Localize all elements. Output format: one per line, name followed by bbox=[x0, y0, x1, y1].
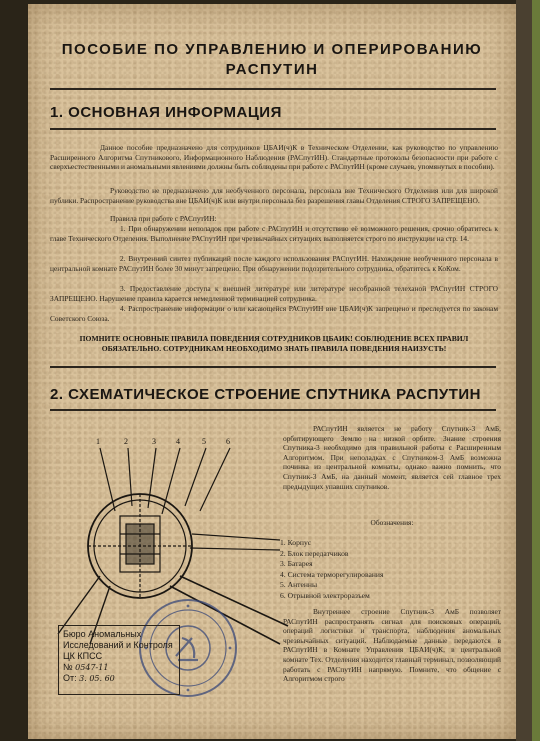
section2-body: Внутреннее строение Спутник-3 АмБ позволяет РАСпутИН распространять сигнал для поисковых операций, операций логистики и транспорта, наблюдения аномальных чрезвычайных ситуаций. Наблюдаемые данные передаются в РАСпутИН в Комнате Управления ЦБАИ(ч)К, в центральной комнате Тех. Отделения находится главный терминал, позволяющий работать с РАСпутИН напрямую. Помните, что общение с Алгоритмом строго bbox=[283, 607, 501, 684]
scan-edge-strip bbox=[532, 0, 540, 741]
diagram-label-6: 6 bbox=[226, 437, 230, 446]
stamp-date-value: 3. 05. 60 bbox=[79, 674, 115, 683]
diagram-label-5: 5 bbox=[202, 437, 206, 446]
stamp-line1: Бюро Аномальных bbox=[63, 629, 142, 639]
legend-list bbox=[280, 538, 490, 601]
stamp-date-row bbox=[63, 673, 175, 684]
rule-2: 2. Внутренний синтез публикаций после каждого использования РАСпутИН. Нахождение необученного персонала в центральной комнате РАСпутИН более 30 минут запрещено. При обнаружении подозрительного сотрудника, обратитесь к КоКом. bbox=[50, 254, 498, 273]
diagram-label-2: 2 bbox=[124, 437, 128, 446]
stamp-number-label: № bbox=[63, 662, 73, 672]
legend-title: Обозначения: bbox=[370, 518, 414, 527]
rule-4: 4. Распространение информации о или касающейся РАСпутИН вне ЦБАИ(ч)К запрещено и преследуется по законам Советского Союза. bbox=[50, 304, 498, 323]
legend-item: 6. Отрывной электроразъем bbox=[280, 590, 370, 600]
document-title-line2: РАСПУТИН bbox=[225, 61, 319, 78]
legend-item: 2. Блок передатчиков bbox=[280, 548, 349, 558]
registration-stamp bbox=[58, 625, 180, 695]
legend-item: 4. Система терморегулирования bbox=[280, 569, 384, 579]
legend-item: 1. Корпус bbox=[280, 538, 312, 547]
document-page bbox=[28, 4, 516, 739]
diagram-label-1: 1 bbox=[96, 437, 100, 446]
stamp-number-row bbox=[63, 662, 175, 673]
diagram-label-3: 3 bbox=[152, 437, 156, 446]
stamp-line2: Исследований и Контроля bbox=[63, 640, 173, 650]
rules-notice: ПОМНИТЕ ОСНОВНЫЕ ПРАВИЛА ПОВЕДЕНИЯ СОТРУДНИКОВ ЦБАИК! СОБЛЮДЕНИЕ ВСЕХ ПРАВИЛ ОБЯЗАТЕЛЬНО. СОТРУДНИКАМ НЕОБХОДИМО ЗНАТЬ ПРАВИЛА ПОВЕДЕНИЯ НАИЗУСТЬ! bbox=[79, 334, 469, 353]
legend-item: 5. Антенны bbox=[280, 580, 318, 589]
stamp-number-value: 0547-11 bbox=[75, 663, 109, 672]
rules-title: Правила при работе с РАСпутИН: bbox=[110, 214, 217, 223]
section2-top-divider bbox=[50, 366, 496, 368]
section2-divider bbox=[50, 409, 496, 411]
section1-heading: 1. ОСНОВНАЯ ИНФОРМАЦИЯ bbox=[50, 104, 282, 121]
legend-item: 3. Батарея bbox=[280, 559, 313, 568]
scan-edge bbox=[516, 0, 540, 741]
rule-1: 1. При обнаружении неполадок при работе с РАСпутИН и отсутствию её возможного решения, срочно обратитесь к главе Технического Отделения. Выполнение РАСпутИН при чрезвычайных ситуациях выполняется строго по инструкции на стр. 14. bbox=[50, 224, 498, 243]
title-divider bbox=[50, 88, 496, 90]
diagram-label-4: 4 bbox=[176, 437, 180, 446]
stamp-date-label: От: bbox=[63, 673, 77, 683]
section2-intro: РАСпутИН является не работу Спутник-3 АмБ, орбитирующего Землю на низкой орбите. Знание строения Спутника-3 необходимо для правильной работы с Расширенным Алгоритмом. При неполадках с Спутником-3 АмБ возможна починка из центральной комнаты, однако важно помнить, что Спутник-3 АмБ, на данный момент, является сей главное трех предыдущих упавших спутников. bbox=[283, 424, 501, 491]
section1-para2: Руководство не предназначено для необученного персонала, персонала вне Технического Отделения или для широкой публики. Распространение руководства вне ЦБАИ(ч)К или внутри персонала без разрешения главы Отделения СТРОГО ЗАПРЕЩЕНО. bbox=[50, 186, 498, 205]
section1-divider bbox=[50, 128, 496, 130]
rule-3: 3. Предоставление доступа к внешней литературе или литературе несобранной телеханой РАСпутИН СТРОГО ЗАПРЕЩЕНО. Нарушение правила карается немедленной терминацией сотрудника. bbox=[50, 284, 498, 303]
section1-para1: Данное пособие предназначено для сотрудников ЦБАИ(ч)К в Техническом Отделении, как руководство по управлению Расширенного Алгоритма Спутникового, Информационного Наблюдения (РАСпутИН). Стандартные протоколы безопасности при работе с сверхъестественными и аномальными явлениями должны быть соблюдены при работе с РАСпутИН (кроме случаев, упомянутых в пособии). bbox=[50, 143, 498, 172]
section2-heading: 2. СХЕМАТИЧЕСКОЕ СТРОЕНИЕ СПУТНИКА РАСПУТИН bbox=[50, 386, 481, 403]
stamp-line3: ЦК КПСС bbox=[63, 651, 103, 661]
document-title-line1: ПОСОБИЕ ПО УПРАВЛЕНИЮ И ОПЕРИРОВАНИЮ bbox=[61, 41, 483, 58]
